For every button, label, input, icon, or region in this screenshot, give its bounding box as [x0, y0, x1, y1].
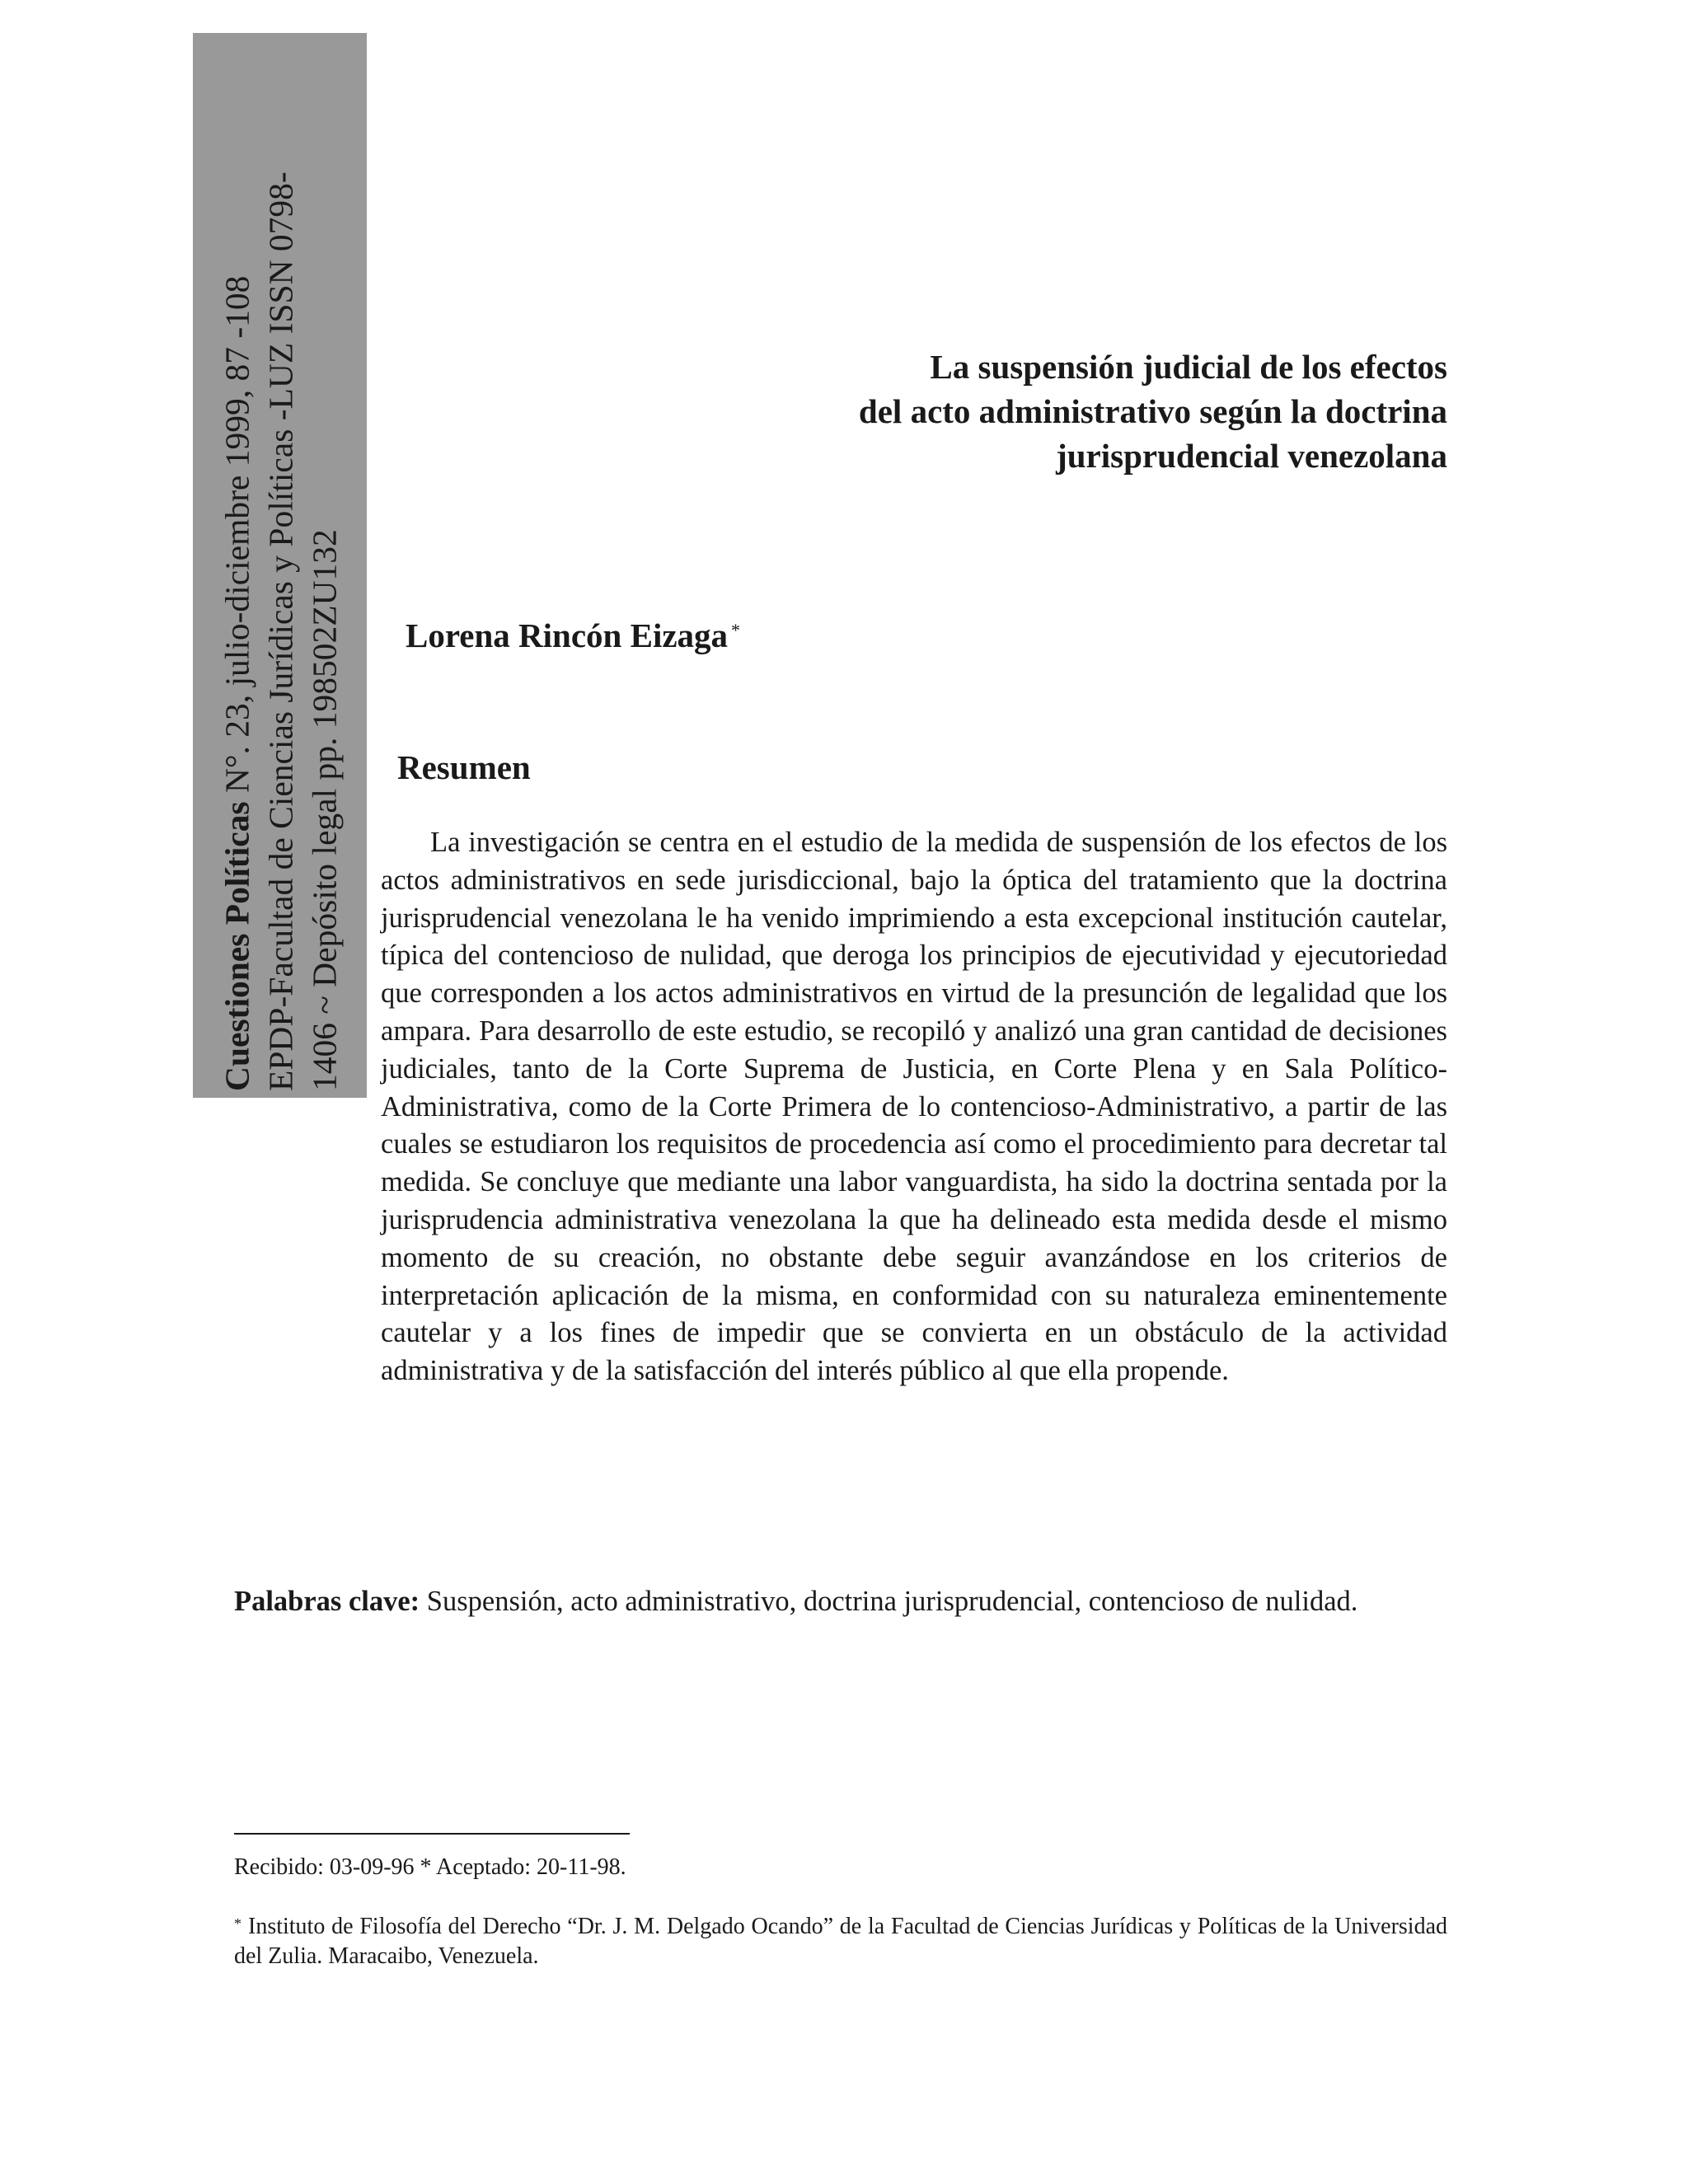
keywords [234, 1582, 1447, 1620]
article-title [458, 344, 1447, 478]
author [406, 613, 740, 658]
author-name: Lorena Rincón Eizaga [406, 616, 729, 654]
footnote-marker: * [234, 1915, 241, 1932]
journal-citation [193, 33, 367, 1098]
received-dates: Recibido: 03-09-96 * Aceptado: 20-11-98. [234, 1854, 626, 1880]
journal-citation-line-3: 1406 ~ Depósito legal pp. 198502ZU132 [305, 529, 344, 1091]
author-footnote-marker: * [731, 620, 741, 640]
journal-citation-line-1 [216, 33, 260, 1091]
article-title-line-1: La suspensión judicial de los efectos [930, 348, 1447, 386]
keywords-label: Palabras clave: [234, 1586, 420, 1617]
abstract-heading: Resumen [397, 748, 531, 786]
keywords-text: Suspensión, acto administrativo, doctrina jurisprudencial, contencioso de nulidad. [420, 1586, 1358, 1617]
journal-name: Cuestiones Políticas [218, 801, 256, 1091]
article-title-line-2: del acto administrativo según la doctrina [858, 392, 1447, 430]
journal-issue: N°. 23, julio-diciembre 1999, 87 -108 [218, 275, 256, 802]
footnote-text: Instituto de Filosofía del Derecho “Dr. J. M. Delgado Ocando” de la Facultad de Ciencias Jurídicas y Políticas de la Universidad del Zulia. Maracaibo, Venezuela. [234, 1914, 1447, 1969]
footnote-separator [234, 1833, 630, 1835]
journal-citation-line-2: EPDP-Facultad de Ciencias Jurídicas y Políticas -LUZ ISSN 0798- [261, 171, 300, 1091]
abstract-text: La investigación se centra en el estudio de la medida de suspensión de los efectos de los actos administrativos en sede jurisdiccional, bajo la óptica del tratamiento que la doctrina jurisprudencial venezolana le ha venido imprimiendo a esta excepcional institución cautelar, típica del contencioso de nulidad, que deroga los principios de ejecutividad y ejecutoriedad que corresponden a los actos administrativos en virtud de la presunción de legalidad que los ampara. Para desarrollo de este estudio, se recopiló y analizó una gran cantidad de decisiones judiciales, tanto de la Corte Suprema de Justicia, en Corte Plena y en Sala Político-Administrativa, como de la Corte Primera de lo contencioso-Administrativo, a partir de las cuales se estudiaron los requisitos de procedencia así como el procedimiento para decretar tal medida. Se concluye que mediante una labor vanguardista, ha sido la doctrina sentada por la jurisprudencia administrativa venezolana la que ha delineado esta medida desde el mismo momento de su creación, no obstante debe seguir avanzándose en los criterios de interpretación aplicación de la misma, en conformidad con su naturaleza eminentemente cautelar y a los fines de impedir que se convierta en un obstáculo de la actividad administrativa y de la satisfacción del interés público al que ella propende. [381, 827, 1447, 1387]
article-title-line-3: jurisprudencial venezolana [1056, 437, 1447, 475]
author-affiliation-footnote [234, 1912, 1447, 1971]
